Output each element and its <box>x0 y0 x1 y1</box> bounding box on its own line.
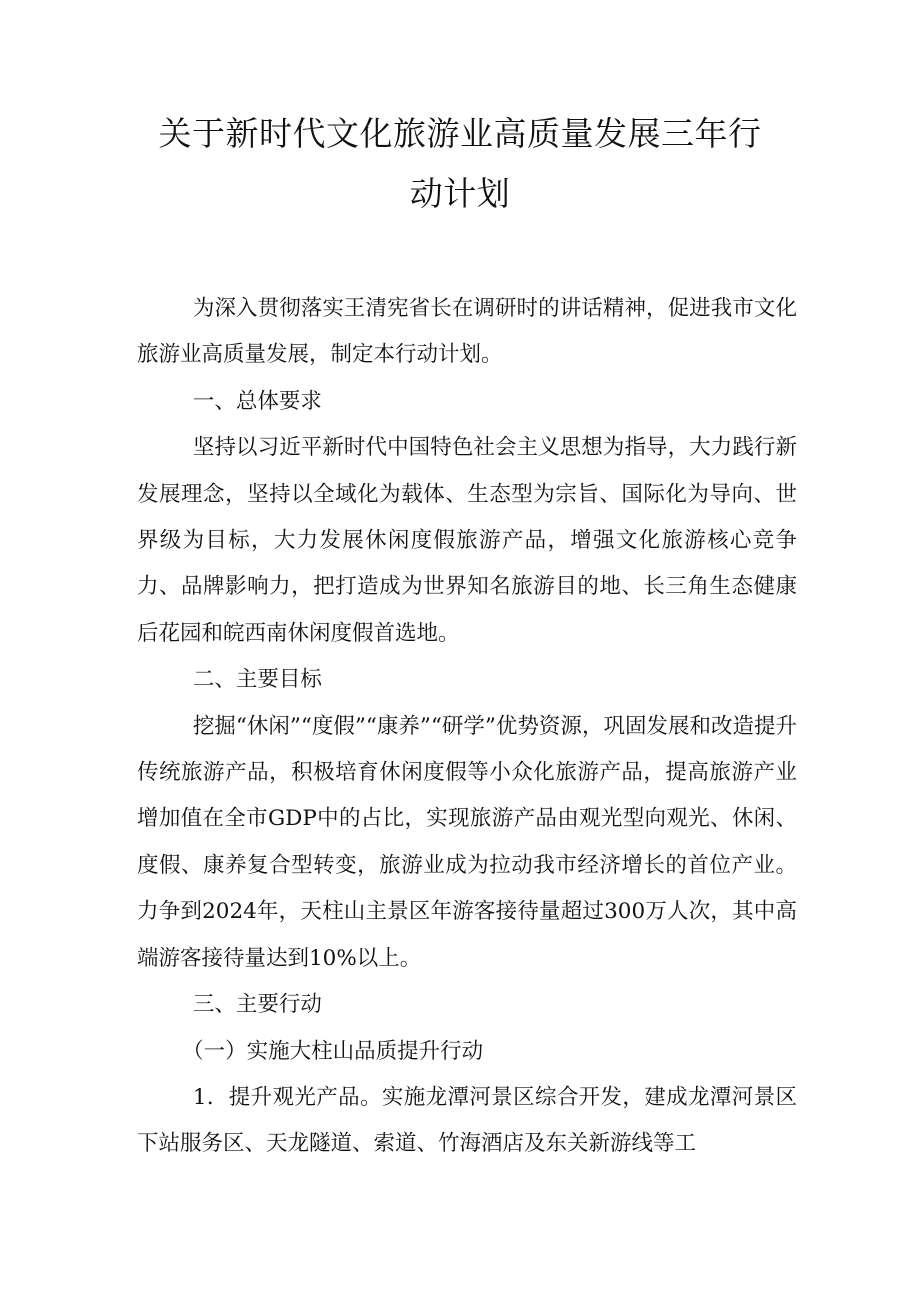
subsection-1-heading: （一）实施大柱山品质提升行动 <box>182 1038 484 1064</box>
title-line-2: 动计划 <box>409 174 511 213</box>
section-3-heading: 三、主要行动 <box>192 992 322 1018</box>
section-1-heading: 一、总体要求 <box>192 388 322 414</box>
section-2-paragraph: 挖掘“休闲”“度假”“康养”“研学”优势资源，巩固发展和改造提升传统旅游产品，积极培育休闲度假等小众化旅游产品，提高旅游产业增加值在全市GDP中的占比，实现旅游产品由观光型向观光、休闲、度假、康养复合型转变，旅游业成为拉动我市经济增长的首位产业。力争到2024年，天柱山主景区年游客接待量超过300万人次，其中高端游客接待量达到10%以上。 <box>137 713 797 971</box>
section-2-heading: 二、主要目标 <box>192 667 322 693</box>
section-1-paragraph: 坚持以习近平新时代中国特色社会主义思想为指导，大力践行新发展理念，坚持以全域化为载体、生态型为宗旨、国际化为导向、世界级为目标，大力发展休闲度假旅游产品，增强文化旅游核心竞争力、品牌影响力，把打造成为世界知名旅游目的地、长三角生态健康后花园和皖西南休闲度假首选地。 <box>137 435 797 646</box>
document-title <box>120 104 800 224</box>
document-body <box>137 286 797 1168</box>
title-line-1: 关于新时代文化旅游业高质量发展三年行 <box>158 114 762 153</box>
item-1-paragraph: 1．提升观光产品。实施龙潭河景区综合开发，建成龙潭河景区下站服务区、天龙隧道、索道、竹海酒店及东关新游线等工 <box>137 1084 797 1157</box>
intro-paragraph: 为深入贯彻落实王清宪省长在调研时的讲话精神，促进我市文化旅游业高质量发展，制定本行动计划。 <box>137 296 797 368</box>
